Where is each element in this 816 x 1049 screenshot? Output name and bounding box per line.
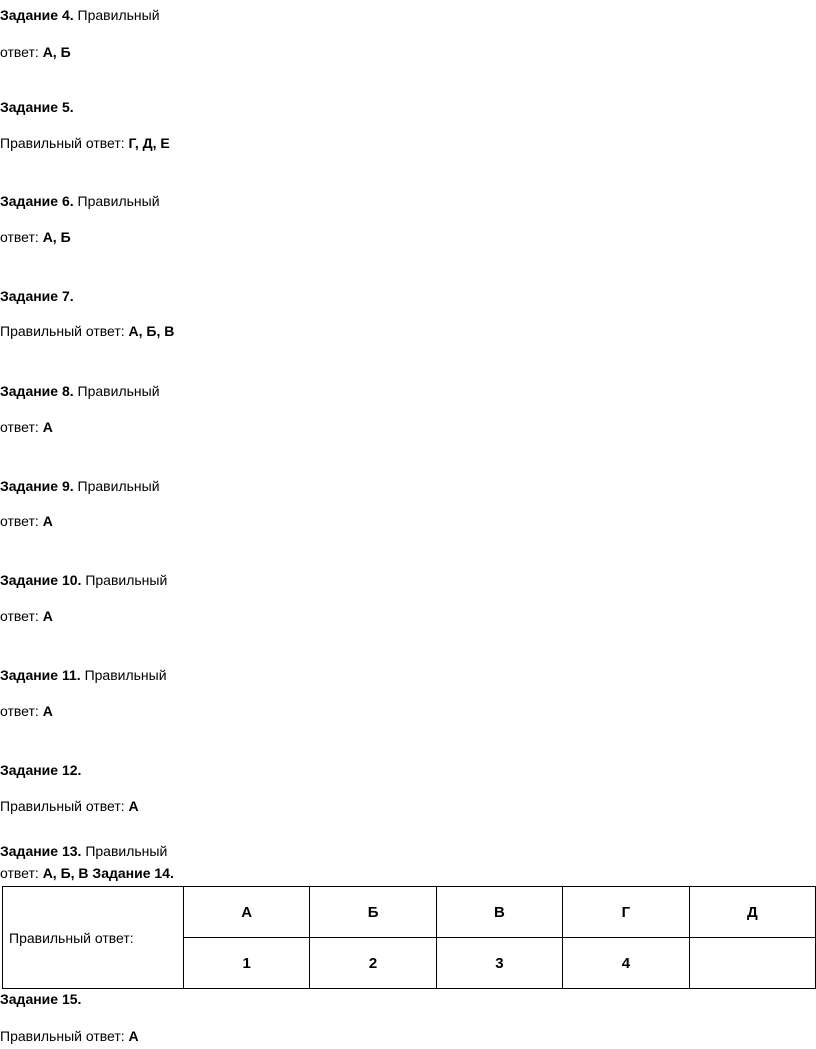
task-lead: Правильный: [84, 667, 167, 683]
table-cell-number: 2: [310, 938, 436, 989]
task-4-heading-line: [0, 6, 160, 24]
task-lead: Правильный: [85, 843, 168, 859]
answer-label: Правильный ответ:: [0, 323, 125, 339]
task-4-answer-line: [0, 43, 71, 61]
task-heading: Задание 6.: [0, 193, 74, 209]
answer-label: ответ:: [0, 513, 39, 529]
answer-label: ответ:: [0, 44, 39, 60]
answer-value: А: [42, 608, 53, 624]
task-12-answer-line: [0, 797, 139, 815]
answer-value: А: [128, 798, 139, 814]
answer-label: Правильный ответ:: [0, 135, 125, 151]
table-cell-letter: Б: [310, 887, 436, 938]
task-7-heading-line: [0, 287, 74, 305]
task-10-answer-line: [0, 607, 53, 625]
answer-label: Правильный ответ:: [0, 1028, 125, 1044]
task-15-answer-line: [0, 1027, 139, 1045]
table-label-cell: Правильный ответ:: [3, 887, 184, 989]
task-13-answer-line: [0, 864, 174, 882]
task-heading: Задание 7.: [0, 288, 74, 304]
answer-value: А: [42, 513, 53, 529]
table-cell-number: 1: [184, 938, 310, 989]
answer-value: А, Б, В: [128, 323, 175, 339]
answer-label: ответ:: [0, 229, 39, 245]
table-row-letters: [3, 887, 816, 938]
answer-value: А, Б: [42, 229, 71, 245]
task-heading: Задание 15.: [0, 991, 82, 1007]
task-heading: Задание 10.: [0, 572, 82, 588]
task-lead: Правильный: [77, 383, 160, 399]
answer-label: ответ:: [0, 865, 39, 881]
task-heading: Задание 9.: [0, 478, 74, 494]
task-lead: Правильный: [85, 572, 168, 588]
task-lead: Правильный: [77, 7, 160, 23]
task-heading: Задание 11.: [0, 667, 81, 683]
table-cell-number: [689, 938, 815, 989]
answer-value: Г, Д, Е: [128, 135, 170, 151]
table-cell-number: 4: [563, 938, 689, 989]
table-cell-letter: А: [184, 887, 310, 938]
answer-value: А, Б: [42, 44, 71, 60]
answer-label: ответ:: [0, 608, 39, 624]
task-14-answer-table: [2, 886, 816, 989]
table-cell-letter: Д: [689, 887, 815, 938]
answer-value: А: [128, 1028, 139, 1044]
task-11-heading-line: [0, 666, 167, 684]
table-cell-number: 3: [436, 938, 562, 989]
task-8-answer-line: [0, 418, 53, 436]
task-6-heading-line: [0, 192, 160, 210]
answer-value: А: [42, 703, 53, 719]
task-6-answer-line: [0, 228, 71, 246]
task-heading: Задание 13.: [0, 843, 82, 859]
task-11-answer-line: [0, 702, 53, 720]
table-cell-letter: В: [436, 887, 562, 938]
answer-label: Правильный ответ:: [0, 798, 125, 814]
task-5-answer-line: [0, 134, 170, 152]
task-8-heading-line: [0, 382, 160, 400]
task-15-heading-line: [0, 990, 81, 1008]
task-5-heading-line: [0, 98, 74, 116]
task-9-heading-line: [0, 477, 160, 495]
table-cell-letter: Г: [563, 887, 689, 938]
task-heading: Задание 5.: [0, 99, 74, 115]
answer-value: А, Б, В: [42, 865, 89, 881]
task-heading: Задание 12.: [0, 762, 82, 778]
task-heading: Задание 8.: [0, 383, 74, 399]
task-13-heading-line: [0, 842, 167, 860]
task-lead: Правильный: [77, 193, 160, 209]
task-lead: Правильный: [77, 478, 160, 494]
answer-value: А: [42, 419, 53, 435]
task-heading: Задание 14.: [92, 865, 174, 881]
task-heading: Задание 4.: [0, 7, 74, 23]
task-12-heading-line: [0, 761, 81, 779]
task-10-heading-line: [0, 571, 167, 589]
task-9-answer-line: [0, 512, 53, 530]
answer-label: ответ:: [0, 419, 39, 435]
answer-label: ответ:: [0, 703, 39, 719]
task-7-answer-line: [0, 322, 174, 340]
